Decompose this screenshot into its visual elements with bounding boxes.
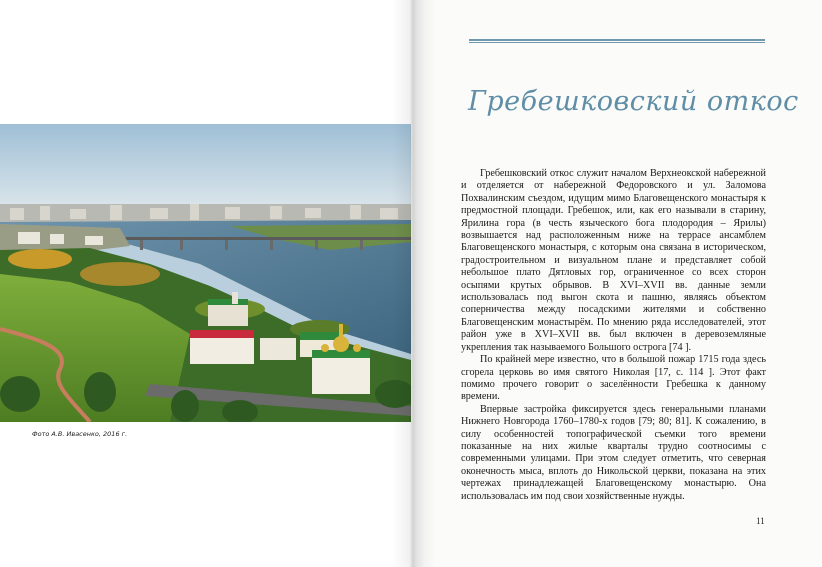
chapter-title: Гребешковский откос [468,86,799,117]
paragraph-2: По крайней мере известно, что в большой пожар 1715 года здесь сгорела церковь во имя святого Николая [17, с. 114 ]. Этот факт помимо прочего говорит о заселённости Гребешка к данному времени. [461,354,766,403]
paragraph-3: Впервые застройка фиксируется здесь генеральными планами Нижнего Новгорода 1760–1780-х годов [79; 80; 81]. К сожалению, в силу особенностей топографической съемки того времени показанные на них жилые кварталы трудно соотносимы с современными улицами. При этом следует отметить, что северная оконечность мыса, вплоть до Никольской церкви, показана на этих чертежах принадлежащей Благовещенскому монастырю. Она использовалась им под свои хозяйственные нужды. [461,403,766,502]
page-number: 11 [756,516,765,526]
photo-credit: Фото А.В. Ивасенко, 2016 г. [32,430,128,438]
paragraph-1: Гребешковский откос служит началом Верхнеокской набережной и отделяется от набережной Федоровского и ул. Заломова Похвалинским съездом, идущим мимо Благовещенского монастыря к предмостной площади. Гребешок, или, как его называли в старину, Ярилина гора (в честь языческого бога плодородия – Ярилы) возвышается над расположенным ниже на террасе ансамблем Благовещенского монастыря, с которым она связана в историческом, градостроительном и визуальном плане и представляет собой небольшое плато Дятловых гор, ограниченное со всех сторон осыпями крутых обрывов. В XVI–XVII вв. данные земли использовалась под выгон скота и пашню, являясь объектом соперничества между посадскими жителями и собственно Благовещенским монастырём. По мнению ряда исследователей, этот район уже в XVI–XVII вв. был включен в деревоземляные укрепления так называемого Большого острога [74 ]. [461,168,766,353]
header-rule [469,39,765,43]
city-panorama-photo [0,124,411,422]
body-text [461,168,766,503]
